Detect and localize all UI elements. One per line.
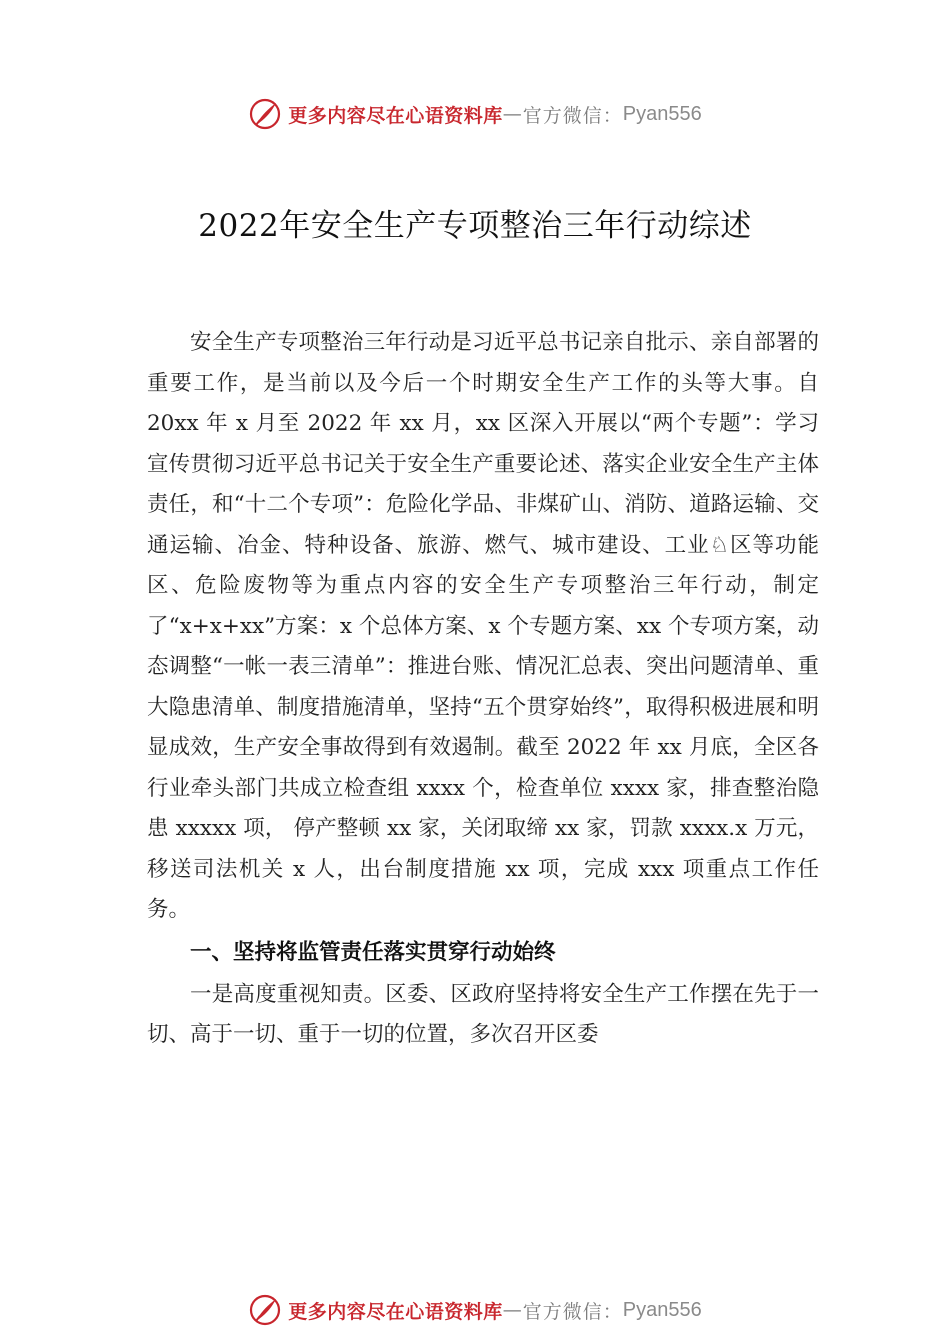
banner-dash: — [502, 1299, 523, 1321]
wechat-label: 官方微信： [522, 104, 623, 127]
document-body [147, 323, 819, 1056]
banner-dash: — [502, 103, 523, 125]
section-heading: 一、坚持将监管责任落实贯穿行动始终 [190, 939, 556, 965]
promo-text: 更多内容尽在心语资料库 [288, 104, 503, 127]
intro-paragraph: 安全生产专项整治三年行动是习近平总书记亲自批示、亲自部署的重要工作，是当前以及今后一个时期安全生产工作的头等大事。自 20xx 年 x 月至 2022 年 xx 月，xx 区深入开展以“两个专题”：学习宣传贯彻习近平总书记关于安全生产重要论述、落实企业安全生产主体责任，和“十二个专项”：危险化学品、非煤矿山、消防、道路运输、交通运输、冶金、特种设备、旅游、燃气、城市建设、工业♘区等功能区、危险废物等为重点内容的安全生产专项整治三年行动，制定了“x+x+xx”方案：x 个总体方案、x 个专题方案、xx 个专项方案，动态调整“一帐一表三清单”：推进台账、情况汇总表、突出问题清单、重大隐患清单、制度措施清单，坚持“五个贯穿始终”，取得积极进展和明显成效，生产安全事故得到有效遏制。截至 2022 年 xx 月底，全区各行业牵头部门共成立检查组 xxxx 个，检查单位 xxxx 家，排查整治隐患 xxxxx 项， 停产整顿 xx 家，关闭取缔 xx 家，罚款 xxxx.x 万元，移送司法机关 x 人，出台制度措施 xx 项，完成 xxx 项重点工作任务。 [147, 330, 819, 922]
quill-pen-seal-icon [248, 97, 282, 131]
document-title: 2022年安全生产专项整治三年行动综述 [198, 208, 752, 244]
footer-banner [0, 1290, 950, 1330]
header-banner [0, 94, 950, 134]
body-paragraph: 一是高度重视知责。区委、区政府坚持将安全生产工作摆在先于一切、高于一切、重于一切的位置，多次召开区委 [147, 981, 819, 1047]
wechat-id: Pyan556 [622, 102, 702, 125]
promo-text: 更多内容尽在心语资料库 [288, 1300, 503, 1323]
wechat-id: Pyan556 [622, 1298, 702, 1321]
wechat-label: 官方微信： [522, 1300, 623, 1323]
quill-pen-seal-icon [248, 1293, 282, 1327]
